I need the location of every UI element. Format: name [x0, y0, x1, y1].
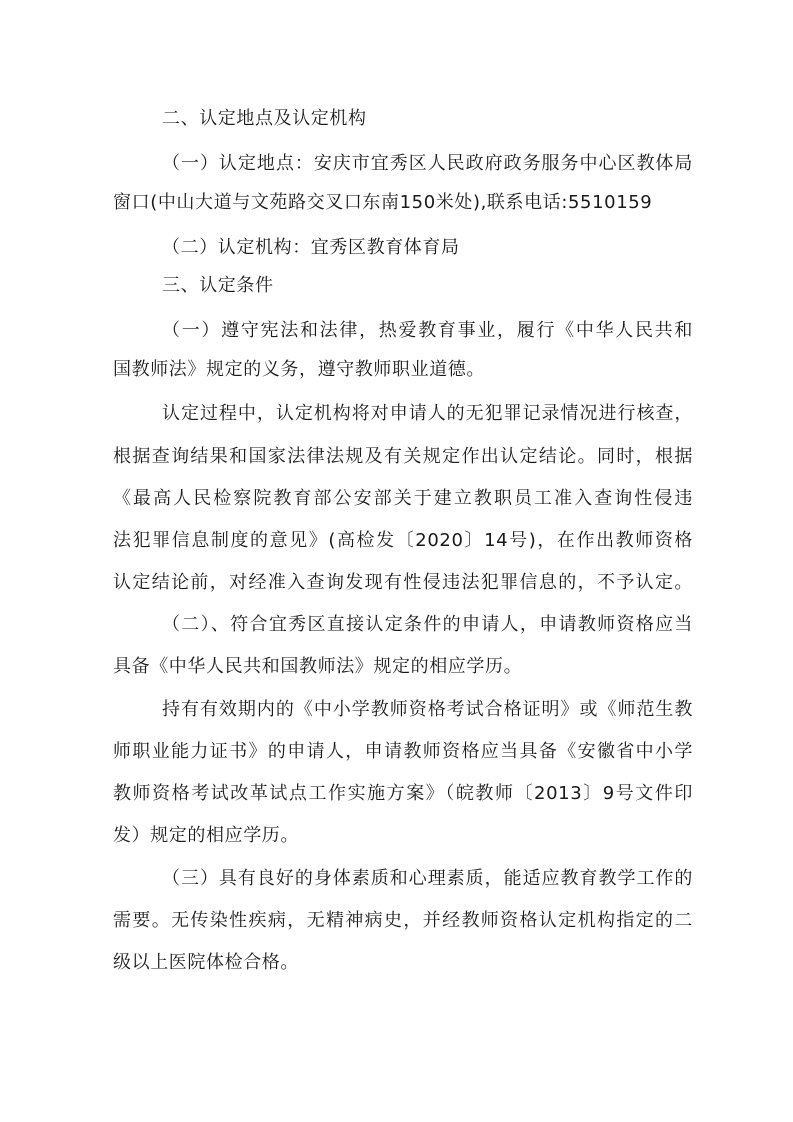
condition-1-line-2: 国教师法》规定的义务，遵守教师职业道德。 — [113, 359, 485, 380]
paragraph-2-line-2: 师职业能力证书》的申请人，申请教师资格应当具备《安徽省中小学 — [113, 741, 693, 762]
location-line-2: 窗口(中山大道与文苑路交叉口东南150米处),联系电话:5510159 — [113, 192, 653, 213]
section-heading-3: 三、认定条件 — [162, 275, 274, 296]
paragraph-2-line-1: 持有有效期内的《中小学教师资格考试合格证明》或《师范生教 — [162, 699, 693, 720]
agency-line: （二）认定机构：宜秀区教育体育局 — [162, 237, 460, 258]
condition-1-line-1: （一）遵守宪法和法律，热爱教育事业，履行《中华人民共和 — [162, 320, 693, 341]
paragraph-1-line-4: 法犯罪信息制度的意见》(高检发〔2020〕14号)，在作出教师资格 — [113, 530, 693, 551]
condition-2-line-1: （二）、符合宜秀区直接认定条件的申请人，申请教师资格应当 — [162, 614, 693, 635]
condition-2-line-2: 具备《中华人民共和国教师法》规定的相应学历。 — [113, 656, 523, 677]
condition-3-line-3: 级以上医院体检合格。 — [113, 952, 299, 973]
condition-3-line-1: （三）具有良好的身体素质和心理素质，能适应教育教学工作的 — [162, 868, 693, 889]
paragraph-2-line-4: 发）规定的相应学历。 — [113, 825, 299, 846]
paragraph-2-line-3: 教师资格考试改革试点工作实施方案》（皖教师〔2013〕9号文件印 — [113, 783, 693, 804]
location-line-1: （一）认定地点：安庆市宜秀区人民政府政务服务中心区教体局 — [162, 153, 693, 174]
paragraph-1-line-1: 认定过程中，认定机构将对申请人的无犯罪记录情况进行核查， — [162, 403, 693, 424]
paragraph-1-line-2: 根据查询结果和国家法律法规及有关规定作出认定结论。同时，根据 — [113, 446, 693, 467]
paragraph-1-line-5: 认定结论前，对经准入查询发现有性侵违法犯罪信息的，不予认定。 — [113, 572, 693, 593]
paragraph-1-line-3: 《最高人民检察院教育部公安部关于建立教职员工准入查询性侵违 — [113, 488, 693, 509]
condition-3-line-2: 需要。无传染性疾病，无精神病史，并经教师资格认定机构指定的二 — [113, 910, 693, 931]
section-heading-2: 二、认定地点及认定机构 — [162, 108, 367, 129]
